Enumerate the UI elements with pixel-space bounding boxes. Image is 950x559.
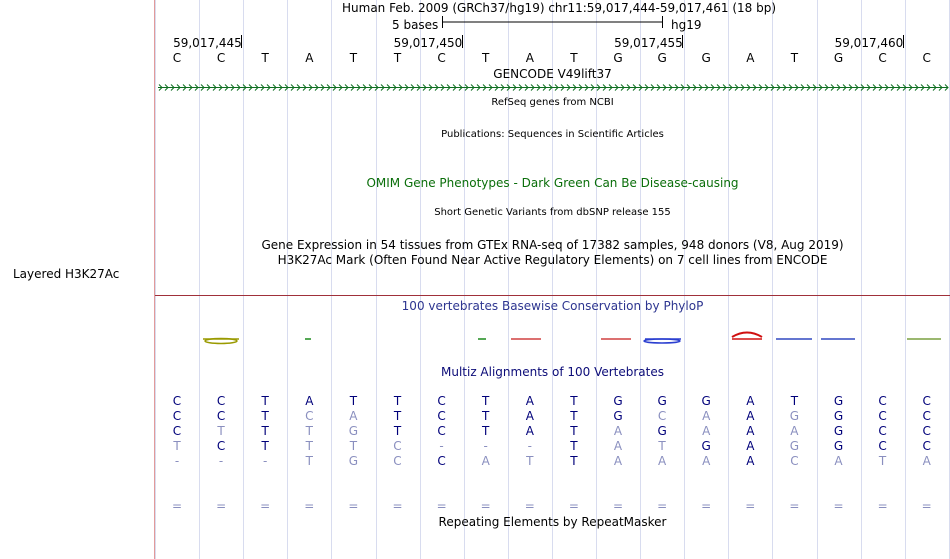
- reference-base: T: [393, 51, 402, 65]
- alignment-base: =: [833, 499, 844, 513]
- gtex-track-title: Gene Expression in 54 tissues from GTEx RNA-seq of 17382 samples, 948 donors (V8, Aug 2019): [261, 238, 844, 252]
- alignment-base: A: [834, 454, 843, 468]
- alignment-base: =: [701, 499, 712, 513]
- reference-base: A: [305, 51, 314, 65]
- alignment-base: T: [173, 439, 181, 453]
- alignment-base: =: [745, 499, 756, 513]
- alignment-base: T: [482, 409, 490, 423]
- alignment-base: T: [658, 439, 666, 453]
- alignment-base: =: [612, 499, 624, 513]
- alignment-base: C: [437, 424, 446, 438]
- reference-base: T: [261, 51, 269, 65]
- alignment-base: =: [392, 499, 403, 513]
- alignment-base: A: [746, 424, 755, 438]
- coordinate-label: 59,017,460: [834, 36, 904, 50]
- alignment-base: =: [921, 499, 932, 513]
- coordinate-label: 59,017,445: [173, 36, 242, 50]
- alignment-base: -: [439, 439, 444, 453]
- coordinate-label: 59,017,450: [393, 36, 463, 50]
- alignment-base: C: [216, 439, 226, 453]
- alignment-base: G: [833, 439, 844, 453]
- track-label-panel: [0, 0, 154, 559]
- alignment-base: G: [657, 424, 667, 438]
- coordinate-label: 59,017,455: [614, 36, 683, 50]
- scale-db: hg19: [671, 18, 702, 32]
- alignment-base: G: [348, 424, 359, 438]
- alignment-base: G: [701, 439, 711, 453]
- reference-base: A: [525, 51, 534, 65]
- alignment-base: T: [482, 424, 490, 438]
- reference-base: C: [878, 51, 887, 65]
- alignment-base: C: [216, 409, 226, 423]
- alignment-base: T: [482, 394, 490, 408]
- alignment-base: T: [261, 439, 269, 453]
- alignment-base: =: [877, 499, 888, 513]
- alignment-base: -: [174, 454, 180, 468]
- alignment-base: G: [833, 394, 844, 408]
- alignment-base: T: [570, 424, 578, 438]
- reference-base: C: [437, 51, 446, 65]
- track-graphics: [155, 0, 950, 559]
- alignment-base: T: [349, 394, 358, 408]
- alignment-base: =: [260, 499, 271, 513]
- alignment-base: A: [657, 454, 667, 468]
- alignment-base: C: [437, 454, 446, 468]
- alignment-base: A: [746, 439, 755, 453]
- alignment-base: T: [526, 454, 534, 468]
- alignment-base: A: [790, 424, 799, 438]
- alignment-base: C: [393, 454, 402, 468]
- alignment-base: A: [525, 409, 534, 423]
- alignment-base: =: [304, 499, 315, 513]
- alignment-base: C: [878, 409, 887, 423]
- alignment-base: T: [305, 424, 313, 438]
- alignment-base: =: [789, 499, 800, 513]
- alignment-base: T: [261, 394, 269, 408]
- alignment-base: G: [789, 439, 800, 453]
- alignment-base: A: [702, 424, 711, 438]
- alignment-base: -: [263, 454, 268, 468]
- alignment-base: C: [216, 394, 226, 408]
- reference-base: A: [746, 51, 755, 65]
- alignment-base: G: [789, 409, 800, 423]
- refseq-track-title: RefSeq genes from NCBI: [491, 97, 614, 108]
- alignment-base: C: [657, 409, 667, 423]
- phylop-track-title: 100 vertebrates Basewise Conservation by PhyloP: [401, 299, 704, 313]
- alignment-base: C: [172, 424, 182, 438]
- alignment-base: A: [305, 394, 314, 408]
- alignment-base: C: [878, 394, 887, 408]
- alignment-base: T: [790, 394, 799, 408]
- alignment-base: T: [393, 394, 402, 408]
- alignment-base: C: [172, 409, 182, 423]
- alignment-base: C: [922, 394, 931, 408]
- gencode-track-title: GENCODE V49lift37: [493, 67, 612, 81]
- alignment-base: G: [657, 394, 667, 408]
- alignment-base: C: [790, 454, 799, 468]
- reference-base: C: [172, 51, 182, 65]
- h3k27ac-track-title: H3K27Ac Mark (Often Found Near Active Regulatory Elements) on 7 cell lines from ENCODE: [277, 253, 828, 267]
- phylop-score-bar: [644, 339, 680, 343]
- alignment-base: -: [483, 439, 488, 453]
- alignment-base: C: [922, 409, 931, 423]
- reference-base: T: [570, 51, 578, 65]
- phylop-score-bar: [205, 339, 237, 344]
- alignment-base: C: [172, 394, 182, 408]
- alignment-base: T: [393, 409, 402, 423]
- alignment-base: T: [570, 394, 578, 408]
- alignment-base: A: [525, 424, 534, 438]
- scale-text: 5 bases: [392, 18, 439, 32]
- reference-base: G: [833, 51, 844, 65]
- reference-base: C: [216, 51, 226, 65]
- alignment-base: =: [171, 499, 183, 513]
- alignment-base: =: [657, 499, 668, 513]
- alignment-base: G: [701, 394, 711, 408]
- alignment-base: T: [393, 424, 402, 438]
- reference-base: C: [922, 51, 931, 65]
- alignment-base: T: [305, 454, 313, 468]
- alignment-base: A: [613, 439, 623, 453]
- reference-base: G: [613, 51, 623, 65]
- multiz-track-title: Multiz Alignments of 100 Vertebrates: [440, 365, 665, 379]
- alignment-base: T: [305, 439, 313, 453]
- alignment-base: G: [613, 409, 623, 423]
- alignment-base: A: [613, 454, 623, 468]
- alignment-base: =: [480, 499, 491, 513]
- reference-base: T: [790, 51, 799, 65]
- alignment-base: A: [349, 409, 358, 423]
- window-position-value: Human Feb. 2009 (GRCh37/hg19) chr11:59,017,444-59,017,461 (18 bp): [342, 1, 777, 15]
- alignment-base: T: [261, 424, 269, 438]
- alignment-base: T: [878, 454, 887, 468]
- phylop-score-bar: [732, 333, 762, 338]
- alignment-base: C: [305, 409, 314, 423]
- alignment-base: T: [349, 439, 358, 453]
- alignment-base: A: [746, 394, 755, 408]
- alignment-base: A: [922, 454, 931, 468]
- h3k27ac-track-label[interactable]: Layered H3K27Ac: [13, 267, 120, 281]
- alignment-base: A: [702, 454, 711, 468]
- alignment-base: A: [481, 454, 490, 468]
- alignment-base: T: [570, 454, 578, 468]
- alignment-base: C: [437, 409, 446, 423]
- alignment-base: C: [393, 439, 402, 453]
- browser-track-image[interactable]: [155, 0, 950, 559]
- alignment-base: G: [833, 409, 844, 423]
- alignment-base: G: [613, 394, 623, 408]
- alignment-base: =: [524, 499, 535, 513]
- alignment-base: A: [702, 409, 711, 423]
- alignment-base: =: [348, 499, 359, 513]
- alignment-base: C: [437, 394, 446, 408]
- alignment-base: =: [436, 499, 447, 513]
- alignment-base: G: [348, 454, 359, 468]
- alignment-base: C: [922, 439, 931, 453]
- alignment-base: A: [613, 424, 623, 438]
- omim-track-title: OMIM Gene Phenotypes - Dark Green Can Be Disease-causing: [366, 176, 739, 190]
- alignment-base: A: [746, 409, 755, 423]
- reference-base: G: [701, 51, 711, 65]
- alignment-base: A: [525, 394, 534, 408]
- dbsnp-track-title: Short Genetic Variants from dbSNP release 155: [434, 207, 671, 218]
- alignment-base: C: [878, 439, 887, 453]
- alignment-base: T: [217, 424, 225, 438]
- reference-base: T: [349, 51, 358, 65]
- alignment-base: C: [878, 424, 887, 438]
- alignment-base: -: [218, 454, 224, 468]
- alignment-base: =: [568, 499, 579, 513]
- alignment-base: A: [746, 454, 755, 468]
- alignment-base: -: [527, 439, 532, 453]
- publications-track-title: Publications: Sequences in Scientific Articles: [441, 129, 664, 140]
- alignment-base: T: [261, 409, 269, 423]
- alignment-base: =: [216, 499, 227, 513]
- reference-base: G: [657, 51, 667, 65]
- repeatmasker-track-title: Repeating Elements by RepeatMasker: [438, 515, 667, 529]
- reference-base: T: [482, 51, 490, 65]
- alignment-base: T: [570, 439, 578, 453]
- alignment-base: T: [570, 409, 578, 423]
- alignment-base: C: [922, 424, 931, 438]
- alignment-base: G: [833, 424, 844, 438]
